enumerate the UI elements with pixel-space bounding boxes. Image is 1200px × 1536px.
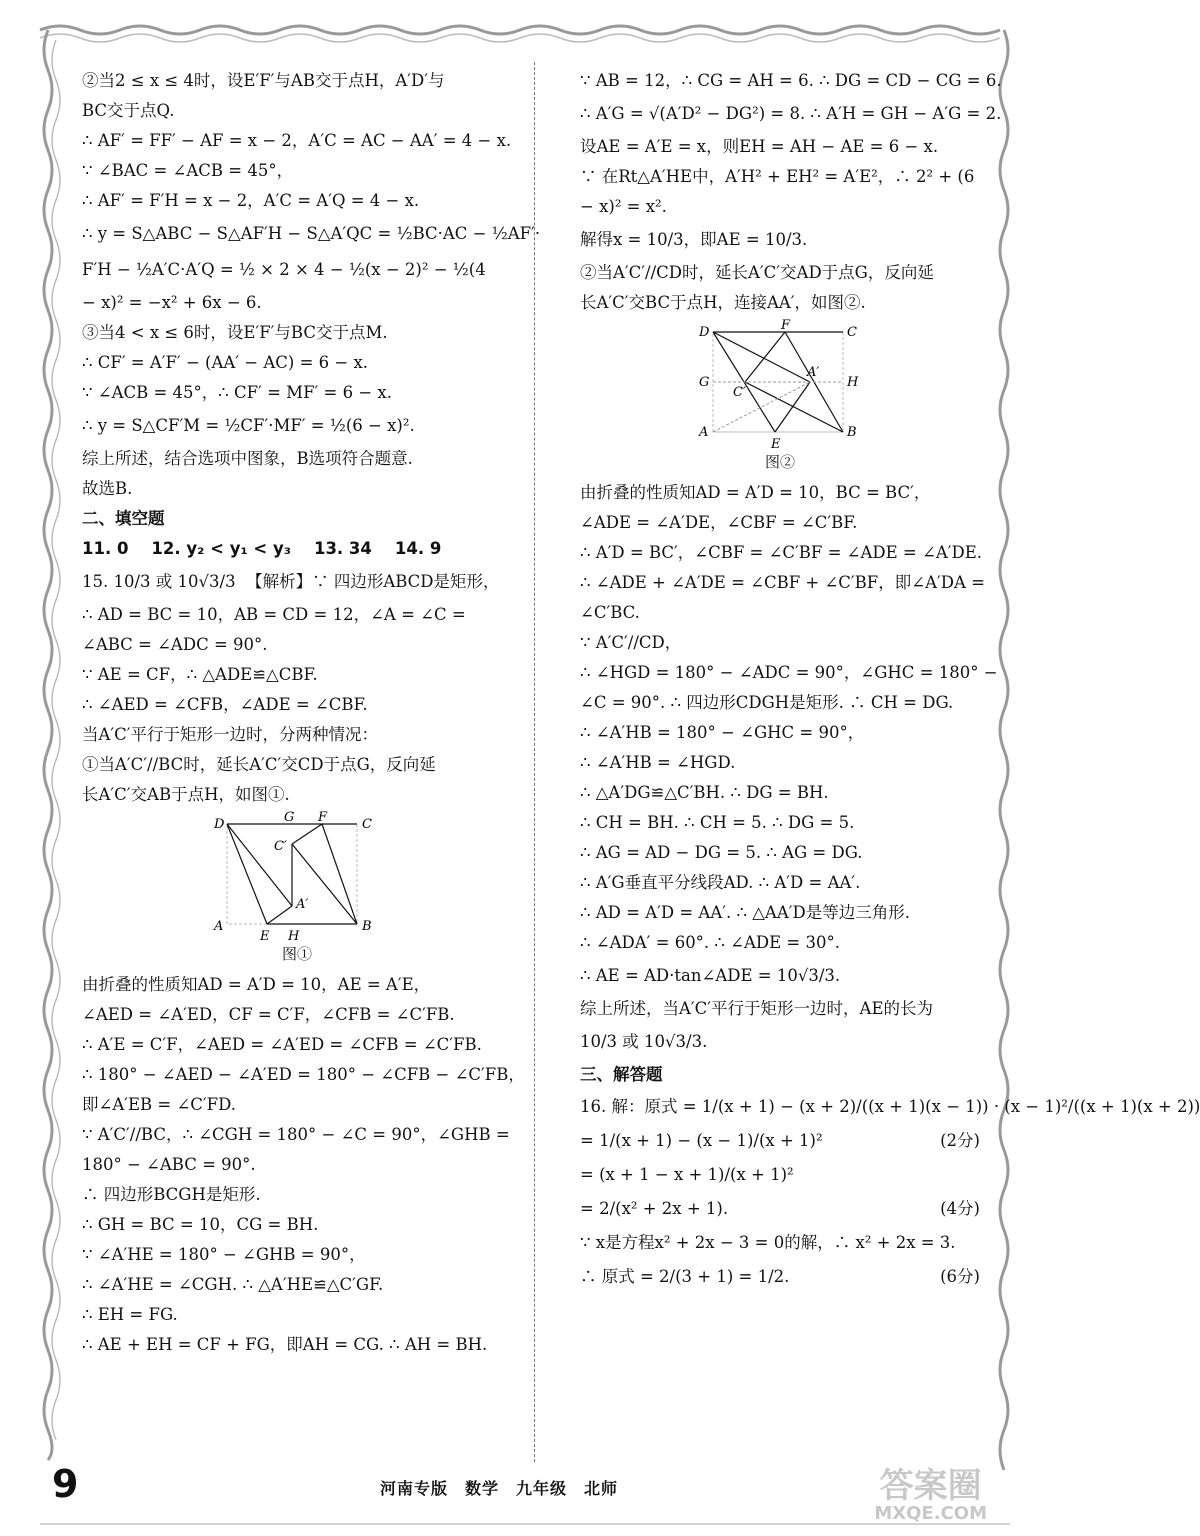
q16-step-score: (2分) <box>940 1131 980 1150</box>
text-line: ∴ 180° − ∠AED − ∠A′ED = 180° − ∠CFB − ∠C′FB， <box>82 1065 525 1084</box>
watermark-url: MXQE.COM <box>874 1503 987 1524</box>
text-line: 长A′C′交AB于点H，如图①. <box>82 785 290 804</box>
answers-11-14: 11. 0 12. y₂ < y₁ < y₃ 13. 34 14. 9 <box>82 539 442 558</box>
figure-2-diagram <box>695 318 865 452</box>
fig2-label-e: E <box>771 437 781 452</box>
text-line: F′H − ½A′C·A′Q = ½ × 2 × 4 − ½(x − 2)² − ½(4 <box>82 260 486 279</box>
fig2-label-c: C <box>847 325 857 340</box>
watermark-logo: 答案圈 <box>879 1466 982 1506</box>
q16-step-text: = (x + 1 − x + 1)/(x + 1)² <box>580 1165 794 1184</box>
text-line: 即∠A′EB = ∠C′FD. <box>82 1095 237 1114</box>
section-heading-fill-in: 二、填空题 <box>82 509 165 528</box>
figure-1-caption: 图① <box>281 945 312 963</box>
text-line: ②当2 ≤ x ≤ 4时，设E′F′与AB交于点H，A′D′与 <box>82 71 445 90</box>
fig2-label-b: B <box>847 425 857 440</box>
text-line: ∴ y = S△CF′M = ½CF′·MF′ = ½(6 − x)². <box>82 416 415 435</box>
page-footer <box>0 1462 1025 1522</box>
text-line: 长A′C′交BC于点H，连接AA′，如图②. <box>580 293 866 312</box>
q16-step-score: (4分) <box>940 1199 980 1218</box>
text-line: ∴ 四边形BCGH是矩形. <box>82 1185 261 1204</box>
text-line: ∴ AE = AD·tan∠ADE = 10√3/3. <box>580 966 841 985</box>
text-line: ∵ AE = CF，∴ △ADE≌△CBF. <box>82 665 318 684</box>
q16-step <box>580 1260 980 1294</box>
text-line: ∴ ∠A′HE = ∠CGH. ∴ △A′HE≌△C′GF. <box>82 1275 384 1294</box>
text-line: ∠C = 90°. ∴ 四边形CDGH是矩形. ∴ CH = DG. <box>580 693 954 712</box>
text-line: ∴ AG = AD − DG = 5. ∴ AG = DG. <box>580 843 863 862</box>
text-line: 解得x = 10/3，即AE = 10/3. <box>580 230 808 249</box>
q16-step-text: ∴ 原式 = 2/(3 + 1) = 1/2. <box>580 1267 790 1286</box>
text-line: ∴ A′D = BC′，∠CBF = ∠C′BF = ∠ADE = ∠A′DE. <box>580 543 983 562</box>
fig1-label-a-prime: A′ <box>296 897 309 912</box>
text-line: ③当4 < x ≤ 6时，设E′F′与BC交于点M. <box>82 323 388 342</box>
text-line: 由折叠的性质知AD = A′D = 10，AE = A′E， <box>82 975 431 994</box>
q16-step-text: = 1/(x + 1) − (x − 1)/(x + 1)² <box>580 1131 823 1150</box>
text-line: 设AE = A′E = x，则EH = AH − AE = 6 − x. <box>580 137 939 156</box>
text-line: ∵ ∠BAC = ∠ACB = 45°， <box>82 161 294 180</box>
column-divider <box>534 62 535 1462</box>
text-line: − x)² = x². <box>580 197 667 216</box>
text-line: ∴ EH = FG. <box>82 1305 178 1324</box>
fig2-label-f: F <box>781 318 791 333</box>
q16-step-text: ∵ x是方程x² + 2x − 3 = 0的解，∴ x² + 2x = 3. <box>580 1233 956 1252</box>
watermark <box>874 1468 987 1524</box>
text-line: ∵ 在Rt△A′HE中，A′H² + EH² = A′E²，∴ 2² + (6 <box>580 167 975 186</box>
text-line: ∴ AF′ = FF′ − AF = x − 2，A′C = AC − AA′ = 4 − x. <box>82 131 512 150</box>
figure-1-diagram <box>212 810 382 944</box>
fig1-label-d: D <box>214 817 225 832</box>
text-line: ∠ABC = ∠ADC = 90°. <box>82 635 268 654</box>
fig2-label-c-prime: C′ <box>733 385 746 400</box>
q16-step-text: 16. 解：原式 = 1/(x + 1) − (x + 2)/((x + 1)(x − 1)) · (x − 1)²/((x + 1)(x + 2)) <box>580 1097 1200 1116</box>
footer-edition-text: 河南专版 数学 九年级 北师 <box>380 1479 619 1498</box>
fig2-label-a: A <box>699 425 709 440</box>
text-line: ∴ AF′ = F′H = x − 2，A′C = A′Q = 4 − x. <box>82 191 420 210</box>
text-line: 180° − ∠ABC = 90°. <box>82 1155 256 1174</box>
text-line: ∵ ∠A′HE = 180° − ∠GHB = 90°， <box>82 1245 366 1264</box>
text-line: 综上所述，当A′C′平行于矩形一边时，AE的长为 <box>580 999 933 1018</box>
section-heading-solutions: 三、解答题 <box>580 1065 663 1084</box>
fig1-label-a: A <box>214 919 224 934</box>
text-line: ∴ ∠A′HB = ∠HGD. <box>580 753 736 772</box>
text-line: ∠AED = ∠A′ED，CF = C′F，∠CFB = ∠C′FB. <box>82 1005 455 1024</box>
page-number: 9 <box>52 1462 79 1506</box>
fig1-label-f: F <box>318 810 328 825</box>
text-line: ∴ ∠HGD = 180° − ∠ADC = 90°，∠GHC = 180° − <box>580 663 998 682</box>
q16-step <box>580 1124 980 1158</box>
q16-step <box>580 1158 980 1192</box>
text-line: ∠C′BC. <box>580 603 640 622</box>
text-line: ∴ AD = BC = 10，AB = CD = 12，∠A = ∠C = <box>82 605 466 624</box>
text-line: 综上所述，结合选项中图象，B选项符合题意. <box>82 449 413 468</box>
text-line: ∴ ∠ADA′ = 60°. ∴ ∠ADE = 30°. <box>580 933 840 952</box>
q16-step <box>580 1090 1200 1124</box>
fig1-label-e: E <box>260 929 270 944</box>
text-line: ②当A′C′//CD时，延长A′C′交AD于点G，反向延 <box>580 263 934 282</box>
fig1-label-c-prime: C′ <box>274 839 287 854</box>
text-line: − x)² = −x² + 6x − 6. <box>82 293 262 312</box>
text-line: ∴ CF′ = A′F′ − (AA′ − AC) = 6 − x. <box>82 353 369 372</box>
fig2-label-d: D <box>699 325 710 340</box>
text-line: ∴ △A′DG≌△C′BH. ∴ DG = BH. <box>580 783 829 802</box>
figure-2-caption: 图② <box>764 453 795 471</box>
text-line: ∵ AB = 12，∴ CG = AH = 6. ∴ DG = CD − CG = 6. <box>580 71 1002 90</box>
q16-step <box>580 1192 980 1226</box>
text-line: ∴ CH = BH. ∴ CH = 5. ∴ DG = 5. <box>580 813 855 832</box>
left-column <box>82 66 541 1360</box>
q16-step <box>580 1226 980 1260</box>
text-line: ∵ A′C′//CD， <box>580 633 682 652</box>
text-line: ∴ ∠AED = ∠CFB，∠ADE = ∠CBF. <box>82 695 368 714</box>
text-line: ∴ AD = A′D = AA′. ∴ △AA′D是等边三角形. <box>580 903 910 922</box>
text-line: BC交于点Q. <box>82 101 175 120</box>
figure-1 <box>82 810 512 964</box>
right-column <box>580 66 1200 1294</box>
text-line: ∴ AE + EH = CF + FG，即AH = CG. ∴ AH = BH. <box>82 1335 488 1354</box>
figure-2 <box>580 318 980 472</box>
text-line: ∠ADE = ∠A′DE，∠CBF = ∠C′BF. <box>580 513 858 532</box>
q16-step-text: = 2/(x² + 2x + 1). <box>580 1199 729 1218</box>
text-line: 10/3 或 10√3/3. <box>580 1032 708 1051</box>
text-line: ∴ A′E = C′F，∠AED = ∠A′ED = ∠CFB = ∠C′FB. <box>82 1035 482 1054</box>
text-line: 当A′C′平行于矩形一边时，分两种情况： <box>82 725 379 744</box>
text-line: 15. 10/3 或 10√3/3 【解析】∵ 四边形ABCD是矩形， <box>82 572 500 591</box>
text-line: 故选B. <box>82 479 133 498</box>
text-line: ①当A′C′//BC时，延长A′C′交CD于点G，反向延 <box>82 755 436 774</box>
text-line: ∴ A′G垂直平分线段AD. ∴ A′D = AA′. <box>580 873 861 892</box>
fig2-label-a-prime: A′ <box>807 365 820 380</box>
text-line: ∵ ∠ACB = 45°，∴ CF′ = MF′ = 6 − x. <box>82 383 392 402</box>
fig1-label-g: G <box>284 810 295 825</box>
text-line: ∴ ∠ADE + ∠A′DE = ∠CBF + ∠C′BF，即∠A′DA = <box>580 573 985 592</box>
fig1-label-c: C <box>362 817 372 832</box>
fig2-label-g: G <box>699 375 710 390</box>
q16-step-score: (6分) <box>940 1267 980 1286</box>
fig2-label-h: H <box>847 375 859 390</box>
fig1-label-h: H <box>288 929 300 944</box>
text-line: 由折叠的性质知AD = A′D = 10，BC = BC′， <box>580 483 931 502</box>
text-line: ∴ y = S△ABC − S△AF′H − S△A′QC = ½BC·AC − ½AF′· <box>82 224 541 243</box>
text-line: ∴ GH = BC = 10，CG = BH. <box>82 1215 319 1234</box>
text-line: ∵ A′C′//BC，∴ ∠CGH = 180° − ∠C = 90°，∠GHB = <box>82 1125 510 1144</box>
text-line: ∴ A′G = √(A′D² − DG²) = 8. ∴ A′H = GH − A′G = 2. <box>580 104 1002 123</box>
fig1-label-b: B <box>362 919 372 934</box>
text-line: ∴ ∠A′HB = 180° − ∠GHC = 90°， <box>580 723 865 742</box>
